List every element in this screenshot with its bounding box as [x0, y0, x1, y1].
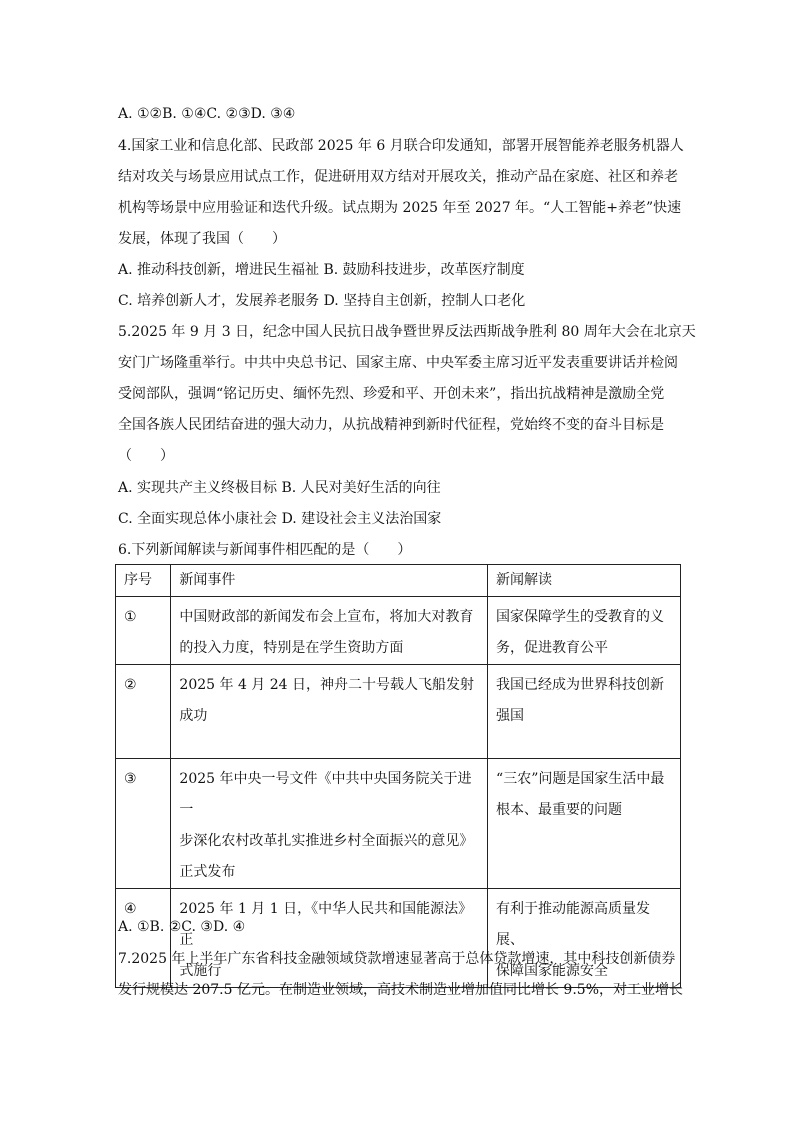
- q5-stem-line: 受阅部队，强调“铭记历史、缅怀先烈、珍爱和平、开创未来”，指出抗战精神是激励全党: [118, 386, 665, 402]
- event-line: 2025 年 4 月 24 日，神舟二十号载人飞船发射成功: [179, 677, 475, 724]
- event-line: 式施行: [179, 963, 222, 979]
- event-line: 的投入力度，特别是在学生资助方面: [179, 640, 404, 656]
- row-number: ②: [116, 665, 171, 759]
- q7-stem-line: 7.2025 年上半年广东省科技金融领域贷款增速显著高于总体贷款增速，其中科技创新债券: [118, 951, 676, 967]
- q5-options-ab: A. 实现共产主义终极目标 B. 人民对美好生活的向往: [118, 480, 441, 496]
- q5-options-cd: C. 全面实现总体小康社会 D. 建设社会主义法治国家: [118, 511, 442, 527]
- table-row: [116, 597, 681, 665]
- event-line: 步深化农村改革扎实推进乡村全面振兴的意见》: [179, 833, 474, 849]
- row-interpretation: [488, 597, 681, 665]
- row-event: [171, 889, 488, 988]
- q5-stem-line: （ ）: [118, 448, 174, 464]
- q5-stem-line: 5.2025 年 9 月 3 日，纪念中国人民抗日战争暨世界反法西斯战争胜利 80 周年大会在北京天: [118, 324, 696, 340]
- q7-stem-line: 发行规模达 207.5 亿元。在制造业领域，高技术制造业增加值同比增长 9.5%，对工业增长: [118, 982, 683, 998]
- q4-options-cd: C. 培养创新人才，发展养老服务 D. 坚持自主创新，控制人口老化: [118, 293, 526, 309]
- event-line: 正式发布: [179, 864, 236, 880]
- interp-line: “三农”问题是国家生活中最: [496, 771, 665, 787]
- event-line: 中国财政部的新闻发布会上宣布，将加大对教育: [179, 609, 474, 625]
- row-interpretation: [488, 665, 681, 759]
- q3-options: A. ①②B. ①④C. ②③D. ③④: [118, 106, 296, 122]
- table-row: [116, 665, 681, 759]
- header-interpretation: 新闻解读: [488, 565, 681, 597]
- row-number: ④: [116, 889, 171, 988]
- event-line: 2025 年中央一号文件《中共中央国务院关于进一: [179, 771, 472, 818]
- interp-line: 保障国家能源安全: [496, 963, 609, 979]
- row-event: [171, 665, 488, 759]
- q4-stem-line: 机构等场景中应用验证和迭代升级。试点期为 2025 年至 2027 年。“人工智能+养老”快速: [118, 200, 682, 216]
- interp-line: 根本、最重要的问题: [496, 802, 623, 818]
- row-interpretation: [488, 889, 681, 988]
- interp-line: 强国: [496, 708, 525, 724]
- q4-stem-line: 结对攻关与场景应用试点工作，促进研用双方结对开展攻关，推动产品在家庭、社区和养老: [118, 169, 678, 185]
- interp-line: 国家保障学生的受教育的义: [496, 609, 665, 625]
- table-header-row: [116, 565, 681, 597]
- q6-options: A. ①B. ②C. ③D. ④: [118, 919, 246, 935]
- q5-stem-line: 全国各族人民团结奋进的强大动力，从抗战精神到新时代征程，党始终不变的奋斗目标是: [118, 417, 664, 433]
- table-row: [116, 759, 681, 889]
- table-row: [116, 889, 681, 988]
- row-event: [171, 597, 488, 665]
- row-event: [171, 759, 488, 889]
- interp-line: 有利于推动能源高质量发展、: [496, 901, 651, 948]
- row-number: ③: [116, 759, 171, 889]
- row-interpretation: [488, 759, 681, 889]
- interp-line: 我国已经成为世界科技创新: [496, 677, 665, 693]
- header-event: 新闻事件: [171, 565, 488, 597]
- q5-stem-line: 安门广场隆重举行。中共中央总书记、国家主席、中央军委主席习近平发表重要讲话并检阅: [118, 355, 678, 371]
- q4-stem-line: 4.国家工业和信息化部、民政部 2025 年 6 月联合印发通知，部署开展智能养老服务机器人: [118, 138, 684, 154]
- q6-stem: 6.下列新闻解读与新闻事件相匹配的是（ ）: [118, 542, 412, 558]
- interp-line: 务，促进教育公平: [496, 640, 609, 656]
- event-line: 2025 年 1 月 1 日，《中华人民共和国能源法》正: [179, 901, 473, 948]
- q4-stem-line: 发展，体现了我国（ ）: [118, 231, 286, 247]
- q4-options-ab: A. 推动科技创新，增进民生福祉 B. 鼓励科技进步，改革医疗制度: [118, 262, 525, 278]
- row-number: ①: [116, 597, 171, 665]
- header-number: 序号: [116, 565, 171, 597]
